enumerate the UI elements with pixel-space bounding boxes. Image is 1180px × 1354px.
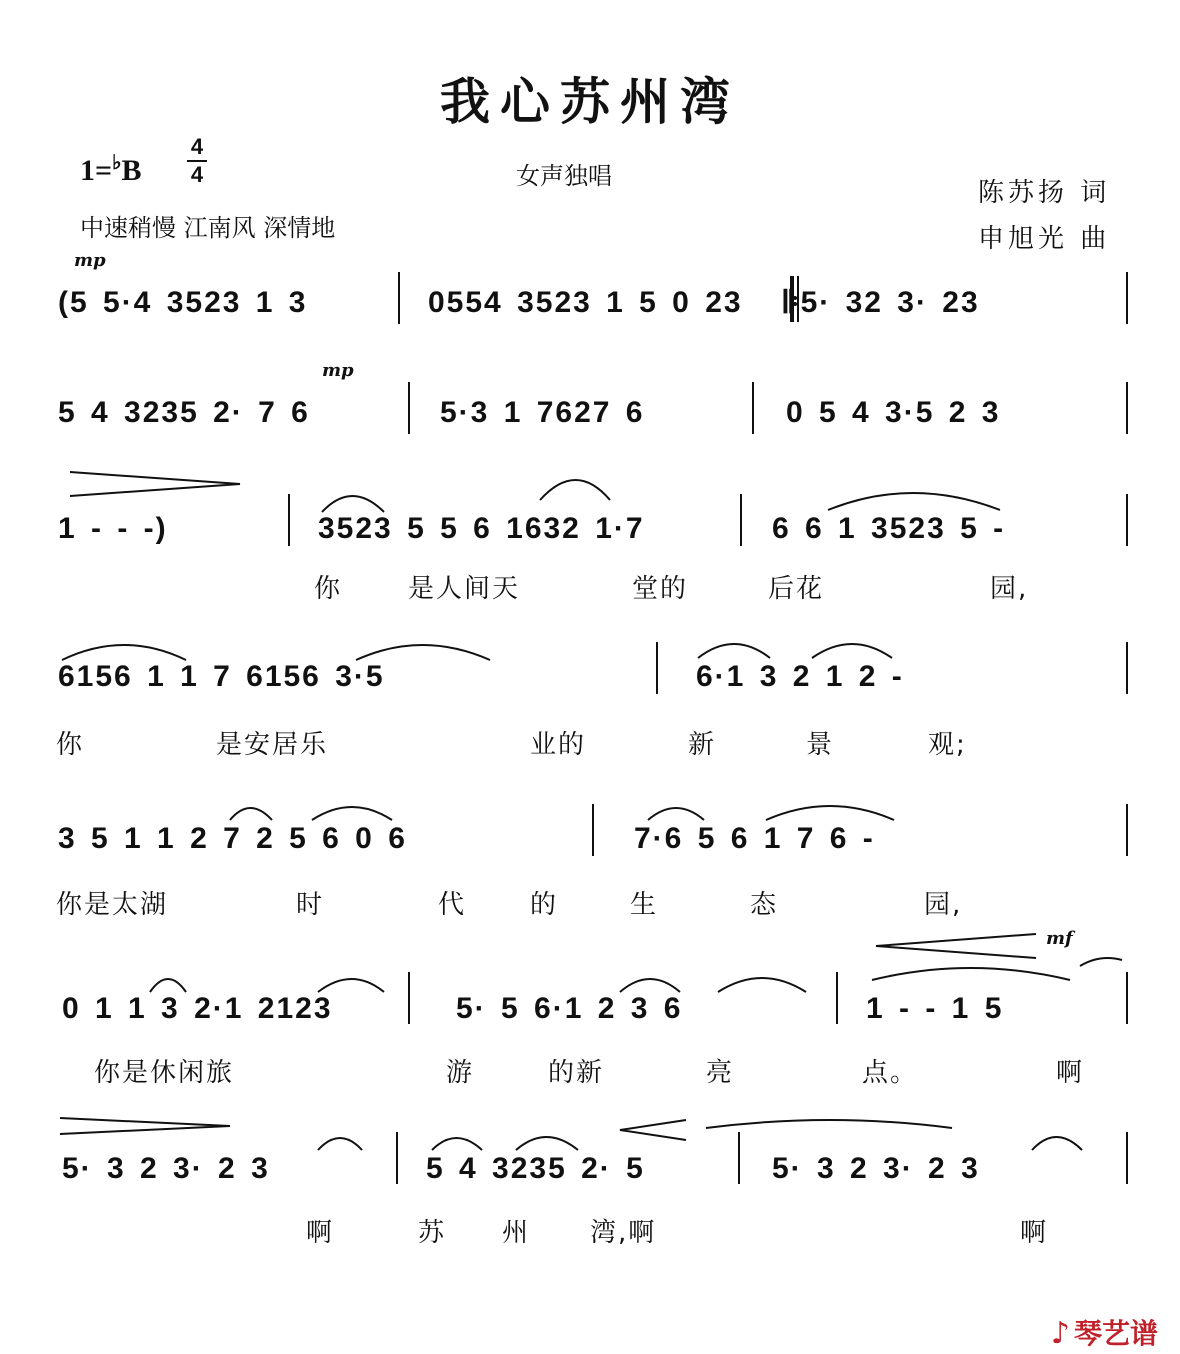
measure-notes: 5· 3 2 3· 2 3 [772,1152,980,1185]
measure-notes: 0 1 1 3 2·1 2123 [62,992,333,1025]
slur-icon [706,1120,952,1128]
slur-icon [698,644,770,658]
measure-notes: 6 6 1 3523 5 - [772,512,1006,545]
lyric-syllable: 游 [446,1058,475,1088]
logo-text: 琴艺谱 [1073,1317,1158,1350]
measure-notes: 5· 3 2 3· 2 3 [62,1152,270,1185]
slur-icon [540,480,610,500]
slur-icon [766,806,894,820]
lyricist-credit: 陈苏扬 词 [978,178,1111,208]
lyric-syllable: 代 [438,890,467,920]
lyric-syllable: 你是休闲旅 [94,1058,235,1088]
lyric-syllable: 新 [688,730,717,760]
time-signature-bottom: 4 [190,162,204,187]
slur-icon [230,808,272,820]
lyric-syllable: 你 [56,730,85,760]
lyric-syllable: 啊 [1056,1058,1085,1088]
flat-icon: ♭ [112,152,122,174]
measure-notes: 3 5 1 1 2 7 2 5 6 0 6 [58,822,407,855]
lyric-syllable: 观; [928,730,967,760]
decrescendo-hairpin [60,1118,230,1134]
slur-icon [872,968,1070,980]
lyric-syllable: 的新 [548,1058,605,1088]
slur-icon [1032,1137,1082,1150]
slur-icon [322,496,384,512]
lyric-syllable: 堂的 [632,574,689,604]
subtitle: 女声独唱 [516,162,612,190]
slur-icon [318,979,384,992]
measure-notes: 5· 5 6·1 2 3 6 [456,992,683,1025]
measure-notes: 6156 1 1 7 6156 3·5 [58,660,385,693]
lyric-syllable: 生 [630,890,659,920]
lyric-syllable: 点。 [862,1058,919,1088]
measure-notes: (5 5·4 3523 1 3 [58,286,308,319]
composer-credit: 申旭光 曲 [978,224,1111,254]
slur-icon [150,979,186,992]
measure-notes: 1 - - -) [58,512,168,545]
watermark-logo [1051,1312,1158,1352]
measure-notes: 1 - - 1 5 [866,992,1004,1025]
slur-icon [356,645,490,660]
page-title: 我心苏州湾 [440,72,740,131]
measure-notes: 0554 3523 1 5 0 23 [428,286,743,319]
slur-icon [812,644,892,658]
measure-notes: 7·6 5 6 1 7 6 - [634,822,875,855]
lyric-syllable: 你是太湖 [56,890,169,920]
slur-icon [312,807,392,820]
key-note: B [121,154,142,187]
lyric-syllable: 园, [990,574,1029,604]
lyric-syllable: 苏 [418,1218,447,1248]
lyric-syllable: 啊 [1020,1218,1049,1248]
lyric-syllable: 是安居乐 [216,730,329,760]
slur-icon [718,978,806,992]
measure-notes: 5 4 3235 2· 5 [426,1152,645,1185]
slur-icon [62,645,186,660]
lyric-syllable: 园, [924,890,963,920]
slur-icon [432,1138,482,1150]
slur-icon [648,808,704,820]
decrescendo-hairpin [70,472,240,496]
lyric-syllable: 你 [314,574,343,604]
measure-notes: 𝄆5· 32 3· 23 [784,286,980,319]
lyric-syllable: 州 [502,1218,531,1248]
lyric-syllable: 业的 [530,730,587,760]
measure-notes: 5 4 3235 2· 7 6 [58,396,310,429]
slur-icon [516,1137,578,1150]
slur-icon [620,979,680,992]
slur-icon [318,1138,362,1150]
tempo-marking: 中速稍慢 江南风 深情地 [80,214,336,242]
measure-notes: 6·1 3 2 1 2 - [696,660,904,693]
measure-notes: 5·3 1 7627 6 [440,396,645,429]
slur-icon [1080,958,1122,966]
logo-icon: ♪ [1050,1316,1070,1351]
lyric-syllable: 湾,啊 [590,1218,657,1248]
lyric-syllable: 后花 [768,574,825,604]
measure-notes: 3523 5 5 6 1632 1·7 [318,512,645,545]
time-signature-top: 4 [190,134,204,159]
lyric-syllable: 啊 [306,1218,335,1248]
crescendo-hairpin [876,934,1036,958]
dynamic-marking: mp [74,250,106,271]
lyric-syllable: 态 [750,890,779,920]
dynamic-marking: mp [322,360,354,381]
key-prefix: 1= [80,154,113,187]
lyric-syllable: 亮 [706,1058,735,1088]
lyric-syllable: 是人间天 [408,574,521,604]
dynamic-marking: mf [1046,928,1073,949]
slur-icon [828,493,1000,510]
crescendo-hairpin [620,1120,686,1140]
lyric-syllable: 的 [530,890,559,920]
lyric-syllable: 时 [296,890,325,920]
measure-notes: 0 5 4 3·5 2 3 [786,396,1001,429]
lyric-syllable: 景 [806,730,835,760]
